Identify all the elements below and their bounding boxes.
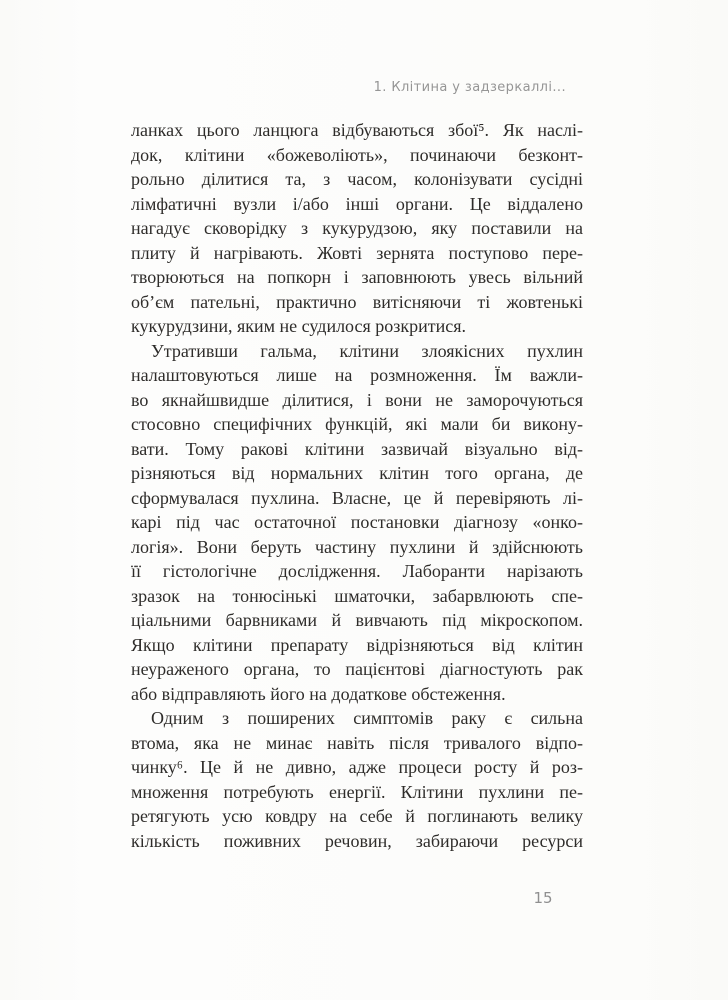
text-line: ланках цього ланцюга відбуваються збої⁵. Як наслі- <box>131 120 583 140</box>
text-line: вати. Тому ракові клітини зазвичай візуально від- <box>131 438 583 459</box>
text-line: зразок на тонюсінькі шматочки, забарвлюють спе- <box>131 585 583 606</box>
text-line: її гістологічне дослідження. Лаборанти нарізають <box>131 561 583 581</box>
text-line: кукурудзини, яким не судилося розкритися. <box>131 316 467 336</box>
text-line: творюються на попкорн і заповнюють увесь вільний <box>131 267 583 287</box>
text-line: Одним з поширених симптомів раку є сильна <box>151 708 583 728</box>
text-line: сформувалася пухлина. Власне, це й перевіряють лі- <box>131 487 583 508</box>
text-line: різняються від нормальних клітин того органа, де <box>131 463 583 483</box>
text-line: втома, яка не минає навіть після тривалого відпо- <box>131 732 583 753</box>
text-line: рольно ділитися та, з часом, колонізувати сусідні <box>131 169 583 189</box>
text-line: об’єм пательні, практично витісняючи ті жовтенькі <box>131 291 583 312</box>
running-header: 1. Клітина у задзеркаллі... <box>373 80 566 95</box>
text-line: во якнайшвидше ділитися, і вони не заморочуються <box>131 389 583 410</box>
text-line: плиту й нагрівають. Жовті зернята поступово пере- <box>131 242 583 263</box>
text-line: чинку⁶. Це й не дивно, адже процеси росту й роз- <box>131 757 583 777</box>
text-line: док, клітини «божеволіють», починаючи безконт- <box>131 144 583 165</box>
text-line: карі під час остаточної постановки діагнозу «онко- <box>131 512 583 532</box>
text-line: ціальними барвниками й вивчають під мікроскопом. <box>131 610 583 630</box>
text-line: лімфатичні вузли і/або інші органи. Це віддалено <box>131 193 583 214</box>
text-line: множення потребують енергії. Клітини пухлини пе- <box>131 781 583 802</box>
text-line: неураженого органа, то пацієнтові діагностують рак <box>131 659 583 679</box>
text-line: Якщо клітини препарату відрізняються від клітин <box>131 634 583 655</box>
text-line: або відправляють його на додаткове обстеження. <box>131 683 506 704</box>
body-text <box>131 118 583 853</box>
text-line: ретягують усю ковдру на себе й поглинають велику <box>131 806 583 826</box>
text-line: кількість поживних речовин, забираючи ресурси <box>131 830 583 851</box>
text-line: нагадує сковорідку з кукурудзою, яку поставили на <box>131 218 583 238</box>
text-line: Утративши гальма, клітини злоякісних пухлин <box>151 340 583 361</box>
text-line: налаштовуються лише на розмноження. Їм важли- <box>131 365 583 385</box>
text-line: стосовно специфічних функцій, які мали би викону- <box>131 414 583 434</box>
text-line: логія». Вони беруть частину пухлини й здійснюють <box>131 536 583 557</box>
page-number: 15 <box>533 889 553 907</box>
